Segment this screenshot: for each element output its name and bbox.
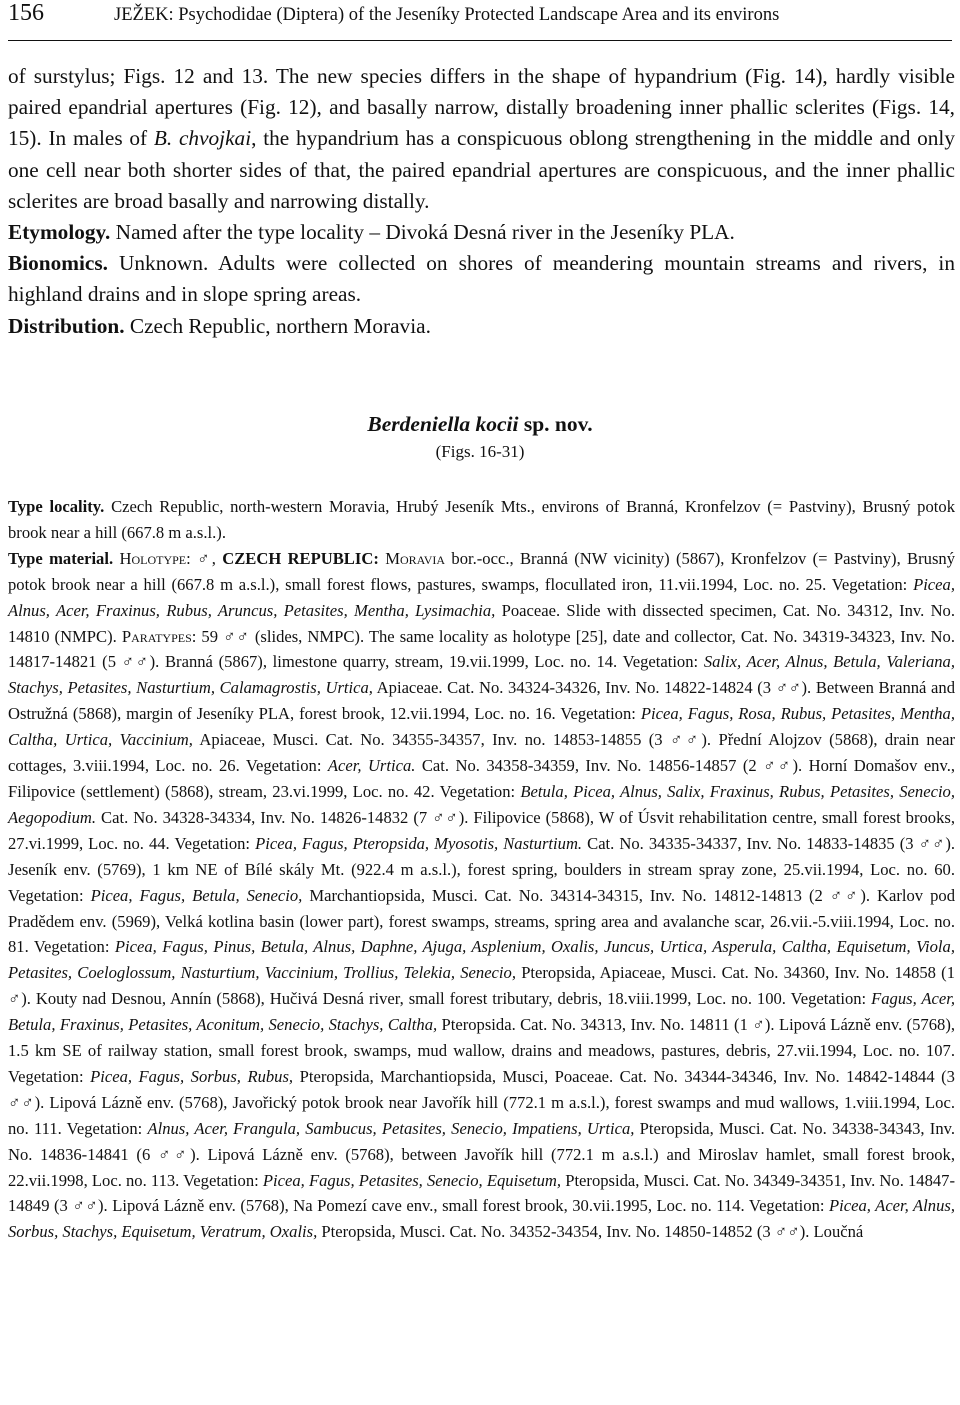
- type-text-1: bor.-occ., Branná (NW vicinity) (5867), Kronfelzov (= Pastviny), Brusný potok brook near a hill (667.8 m a.s.l.), small forest flows, pastures, swamps, flocullated iron, 11.vii.1994, Loc. no. 25. Vegetation:: [8, 548, 955, 594]
- diagnosis-text-1: of surstylus; Figs. 12 and 13. The new species differs in the shape of hypandrium (Fig. 14), hardly visible paired epandrial apertures (Fig. 12), and basally narrow, distally broadening inner phallic sclerites (Figs. 14, 15). In males of: [8, 64, 955, 151]
- holotype-sex: ♂,: [190, 548, 223, 568]
- type-text-15: Pteropsida, Musci. Cat. No. 34352-34354, Inv. No. 14850-14852 (3 ♂♂). Loučná: [317, 1222, 864, 1242]
- species-suffix: sp. nov.: [518, 412, 593, 436]
- type-section: [8, 494, 955, 1245]
- type-text-9: Marchantiopsida, Musci. Cat. No. 34314-34315, Inv. No. 14812-14813 (2 ♂♂). Karlov pod Pradědem env. (5969), Velká kotlina basin (lower part), forest swamps, streams, spring area and avalanche scar, 26.vii.-5.viii.1994, Loc. no. 81. Vegetation:: [8, 885, 955, 957]
- vegetation-list-11: Alnus, Acer, Frangula, Sambucus, Petasites, Senecio, Impatiens, Urtica,: [147, 1118, 635, 1138]
- diagnosis-text-2: , the hypandrium has a conspicuous oblong strengthening in the middle and only one cell near both shorter sides of that, the paired epandrial apertures are conspicuous, and the inner phallic sclerites are broad basally and narrowing distally.: [8, 126, 955, 213]
- type-text-14: Pteropsida, Musci. Cat. No. 34349-34351, Inv. No. 14847-14849 (3 ♂♂). Lipová Lázně env. (5768), Na Pomezí cave env., small forest brook, 30.vii.1995, Loc. no. 114. Vegetation:: [8, 1170, 955, 1216]
- bionomics-label: Bionomics.: [8, 251, 108, 276]
- species-heading: [0, 412, 960, 437]
- type-text-12: Pteropsida, Marchantiopsida, Musci, Poaceae. Cat. No. 34344-34346, Inv. No. 14842-14844 (3 ♂♂). Lipová Lázně env. (5768), Javořický potok brook near Javořík hill (772.1 m a.s.l.), forest swamps and mud wallows, 1.viii.1994, Loc. no. 111. Vegetation:: [8, 1066, 955, 1138]
- type-material-label: Type material.: [8, 548, 114, 568]
- etymology-label: Etymology.: [8, 220, 111, 245]
- diagnosis-section: [8, 61, 955, 342]
- type-text-3: 59 ♂♂ (slides, NMPC). The same locality as holotype [25], date and collector, Cat. No. 34319-34323, Inv. No. 14817-14821 (5 ♂♂). Branná (5867), limestone quarry, stream, 19.vii.1999, Loc. no. 14. Vegetation:: [8, 626, 955, 672]
- vegetation-list-6: Picea, Fagus, Pteropsida, Myosotis, Nasturtium.: [255, 833, 583, 853]
- vegetation-list-10: Picea, Fagus, Sorbus, Rubus,: [90, 1066, 294, 1086]
- vegetation-list-8: Picea, Fagus, Pinus, Betula, Alnus, Daphne, Ajuga, Asplenium, Oxalis, Juncus, Urtica, Asperula, Caltha, Equisetum, Viola, Petasites, Coeloglossum, Nasturtium, Vaccinium, Trollius, Telekia, Senecio,: [8, 937, 955, 983]
- vegetation-list-1: Picea, Alnus, Acer, Fraxinus, Rubus, Aruncus, Petasites, Mentha, Lysimachia,: [8, 574, 955, 620]
- distribution-label: Distribution.: [8, 313, 125, 338]
- etymology-paragraph: [8, 217, 955, 248]
- species-name: Berdeniella kocii: [367, 412, 519, 436]
- species-reference: B. chvojkai: [153, 126, 252, 151]
- type-locality-text: Czech Republic, north-western Moravia, Hrubý Jeseník Mts., environs of Branná, Kronfelzov (= Pastviny), Brusný potok brook near a hill (667.8 m a.s.l.).: [8, 497, 955, 542]
- country-label: CZECH REPUBLIC:: [222, 548, 379, 568]
- type-text-11: Pteropsida. Cat. No. 34313, Inv. No. 14811 (1 ♂). Lipová Lázně env. (5768), 1.5 km SE of railway station, small forest brook, swamps, mud wallow, drains and meadows, pastures, debris, 27.vii.1994, Loc. no. 107. Vegetation:: [8, 1015, 955, 1086]
- vegetation-list-7: Picea, Fagus, Betula, Senecio,: [90, 885, 303, 905]
- vegetation-list-2: Salix, Acer, Alnus, Betula, Valeriana, Stachys, Petasites, Nasturtium, Calamagrostis, Urtica,: [8, 652, 955, 698]
- region-label: Moravia: [378, 548, 446, 568]
- type-locality-paragraph: [8, 494, 955, 546]
- diagnosis-paragraph: [8, 61, 955, 217]
- type-text-8: Cat. No. 34335-34337, Inv. No. 14833-14835 (3 ♂♂). Jeseník env. (5769), 1 km NE of Bílé skály Mt. (922.4 m a.s.l.), forest spring, boulders in stream spray zone, 25.vii.1994, Loc. no. 60. Vegetation:: [8, 833, 956, 905]
- type-locality-label: Type locality.: [8, 497, 105, 516]
- vegetation-list-3: Picea, Fagus, Rosa, Rubus, Petasites, Mentha, Caltha, Urtica, Vaccinium,: [8, 704, 955, 750]
- bionomics-text: Unknown. Adults were collected on shores of meandering mountain streams and rivers, in highland drains and in slope spring areas.: [8, 251, 955, 307]
- type-text-6: Cat. No. 34358-34359, Inv. No. 14856-14857 (2 ♂♂). Horní Domašov env., Filipovice (settlement) (5868), stream, 23.vi.1999, Loc. no. 42. Vegetation:: [8, 756, 955, 801]
- type-text-4: Apiaceae. Cat. No. 34324-34326, Inv. No. 14822-14824 (3 ♂♂). Between Branná and Ostružná (5868), margin of Jeseníky PLA, forest brook, 12.vii.1994, Loc. no. 16. Vegetation:: [8, 678, 955, 724]
- vegetation-list-9: Fagus, Acer, Betula, Fraxinus, Petasites, Aconitum, Senecio, Stachys, Caltha,: [8, 989, 955, 1035]
- type-text-2: Poaceae. Slide with dissected specimen, Cat. No. 34312, Inv. No. 14810 (NMPC).: [8, 600, 955, 646]
- type-material-paragraph: [8, 546, 955, 1245]
- vegetation-list-4: Acer, Urtica.: [327, 756, 416, 776]
- running-title: JEŽEK: Psychodidae (Diptera) of the Jeseníky Protected Landscape Area and its environs: [114, 5, 780, 25]
- vegetation-list-5: Betula, Picea, Alnus, Salix, Fraxinus, Rubus, Petasites, Senecio, Aegopodium.: [8, 781, 955, 827]
- running-header: [8, 0, 952, 41]
- paratypes-label: Paratypes:: [121, 626, 197, 646]
- page-number: 156: [8, 0, 44, 26]
- vegetation-list-13: Picea, Acer, Alnus, Sorbus, Stachys, Equisetum, Veratrum, Oxalis,: [8, 1196, 955, 1242]
- distribution-paragraph: [8, 311, 955, 342]
- type-text-13: Pteropsida, Musci. Cat. No. 34338-34343, Inv. No. 14836-14841 (6 ♂♂). Lipová Lázně env. (5768), between Javořík hill (772.1 m a.s.l.) and Miroslav hamlet, small forest brook, 22.vii.1998, Loc. no. 113. Vegetation:: [8, 1118, 955, 1190]
- holotype-label: Holotype:: [119, 548, 191, 568]
- type-text-7: Cat. No. 34328-34334, Inv. No. 14826-14832 (7 ♂♂). Filipovice (5868), W of Úsvit rehabilitation centre, small forest brooks, 27.vi.1999, Loc. no. 44. Vegetation:: [8, 807, 955, 853]
- bionomics-paragraph: [8, 248, 955, 310]
- type-text-10: Pteropsida, Apiaceae, Musci. Cat. No. 34360, Inv. No. 14858 (1 ♂). Kouty nad Desnou, Annín (5868), Hučivá Desná river, small forest tributary, debris, 18.viii.1999, Loc. no. 100. Vegetation:: [8, 963, 955, 1009]
- etymology-text: Named after the type locality – Divoká Desná river in the Jeseníky PLA.: [110, 220, 735, 245]
- type-text-5: Apiaceae, Musci. Cat. No. 34355-34357, Inv. no. 14853-14855 (3 ♂♂). Přední Alojzov (5868), drain near cottages, 3.viii.1994, Loc. no. 26. Vegetation:: [8, 730, 955, 776]
- vegetation-list-12: Picea, Fagus, Petasites, Senecio, Equisetum,: [262, 1170, 562, 1190]
- figure-reference: (Figs. 16-31): [435, 442, 525, 461]
- distribution-text: Czech Republic, northern Moravia.: [124, 313, 431, 338]
